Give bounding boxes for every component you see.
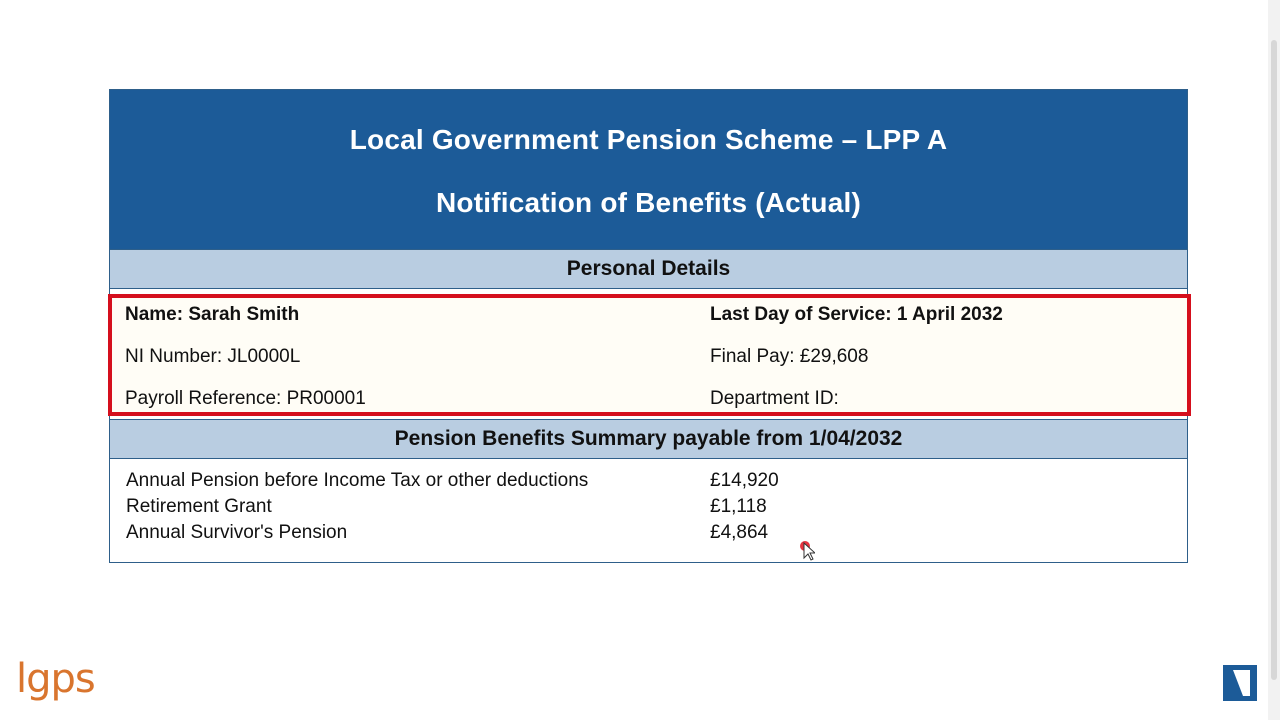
benefit-value: £14,920 bbox=[710, 470, 779, 491]
benefit-row bbox=[110, 470, 1187, 496]
vertical-scrollbar[interactable] bbox=[1268, 0, 1280, 720]
personal-details-heading: Personal Details bbox=[110, 249, 1187, 289]
benefit-label: Retirement Grant bbox=[126, 496, 272, 517]
lgps-logo: lgps bbox=[16, 656, 95, 702]
final-pay: Final Pay: £29,608 bbox=[710, 346, 869, 367]
member-name: Name: Sarah Smith bbox=[125, 304, 300, 325]
scrollbar-thumb[interactable] bbox=[1271, 40, 1277, 680]
benefit-label: Annual Survivor's Pension bbox=[126, 522, 348, 543]
brand-mark-icon bbox=[1223, 665, 1257, 701]
last-day-of-service: Last Day of Service: 1 April 2032 bbox=[710, 304, 1003, 325]
highlight-box bbox=[108, 294, 1191, 416]
document-header bbox=[110, 90, 1187, 249]
ni-number: NI Number: JL0000L bbox=[125, 346, 301, 367]
benefit-row bbox=[110, 522, 1187, 548]
department-id: Department ID: bbox=[710, 388, 839, 409]
document-subtitle: Notification of Benefits (Actual) bbox=[435, 187, 862, 218]
benefits-notification-document bbox=[109, 89, 1188, 563]
benefit-value: £1,118 bbox=[710, 496, 767, 517]
benefit-row bbox=[110, 496, 1187, 522]
document-title: Local Government Pension Scheme – LPP A bbox=[349, 124, 948, 155]
payroll-reference: Payroll Reference: PR00001 bbox=[125, 388, 366, 409]
pointer-cursor-icon bbox=[799, 539, 815, 561]
benefits-summary-heading: Pension Benefits Summary payable from 1/04/2032 bbox=[110, 419, 1187, 459]
benefit-label: Annual Pension before Income Tax or other deductions bbox=[126, 470, 589, 491]
benefit-value: £4,864 bbox=[710, 522, 769, 543]
